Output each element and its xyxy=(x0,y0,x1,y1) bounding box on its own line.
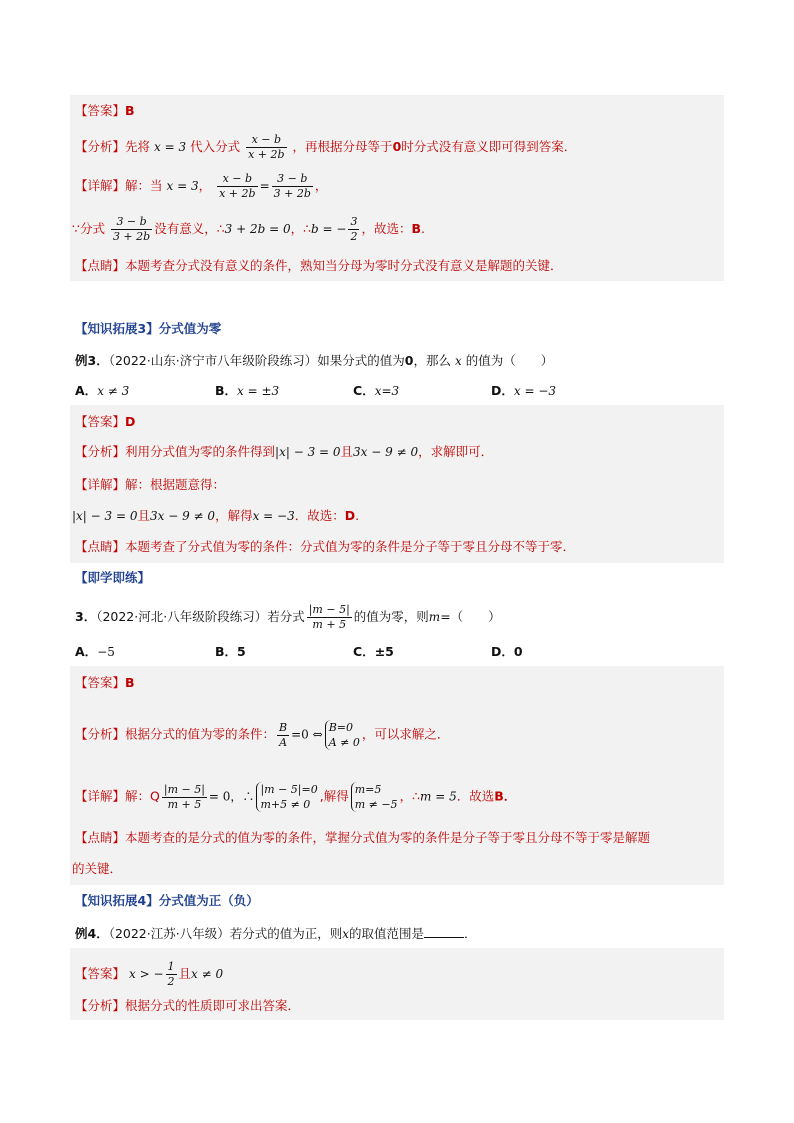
solution-box-3 xyxy=(70,666,724,885)
example-4-question xyxy=(75,925,477,942)
fraction xyxy=(217,172,257,201)
answer-value: B xyxy=(125,675,135,690)
example-label: 例4． xyxy=(75,926,109,941)
comment-text: 的关键． xyxy=(72,861,123,876)
option-d[interactable] xyxy=(491,383,556,399)
option-b[interactable] xyxy=(215,644,246,660)
option-text: x = −3 xyxy=(513,384,557,398)
option-letter: C． xyxy=(353,383,375,398)
answer-tag: 【答案】 xyxy=(75,675,126,690)
comment-tag: 【点睛】 xyxy=(75,258,126,273)
fraction-numerator: |m − 5| xyxy=(163,782,205,796)
math-expr: m xyxy=(428,610,441,624)
detail-line-2: ∵分式 $\frac{3 - b}{3 + 2b}$ 没有意义，∴3 + 2b = 0，∴b = − $\frac{3}{2}$ ，故选：B. xyxy=(72,215,425,243)
question-text: 的值为（ ） xyxy=(465,353,554,368)
math-expr: x ≠ 0 xyxy=(191,967,224,981)
option-letter: D． xyxy=(491,644,514,659)
example-label: 例3． xyxy=(75,353,109,368)
option-a[interactable] xyxy=(75,644,115,660)
question-text: ． xyxy=(464,926,477,941)
detail-line-4: |x| − 3 = 0且3x − 9 ≠ 0，解得x = −3．故选：D. xyxy=(72,508,360,523)
answer-tag: 【答案】 xyxy=(75,414,126,429)
fraction-denominator: x + 2b xyxy=(248,148,285,161)
detail-text: ， xyxy=(314,178,328,193)
detail-text: ∵分式 xyxy=(72,221,105,236)
option-text: ±5 xyxy=(374,644,394,659)
answer-blank[interactable] xyxy=(424,925,464,938)
option-text: x ≠ 3 xyxy=(97,384,130,398)
fraction-denominator: 2 xyxy=(167,975,175,988)
brace-line: m=5 xyxy=(354,783,382,796)
practice-question xyxy=(75,603,501,632)
fraction-numerator: B xyxy=(279,720,288,734)
analysis-text: ，可以求解之． xyxy=(361,726,450,742)
detail-line-1 xyxy=(75,172,327,201)
fraction-numerator: 3 − b xyxy=(272,172,313,187)
answer-value: B xyxy=(125,103,135,118)
detail-tag: 【详解】 xyxy=(75,477,126,492)
analysis-line-3 xyxy=(75,720,449,750)
analysis-text: 且 xyxy=(340,444,354,459)
math-expr: m = 5 xyxy=(420,789,457,804)
question-text: 的取值范围是 xyxy=(349,926,425,941)
analysis-line-4 xyxy=(75,998,300,1014)
example-3-question xyxy=(75,353,553,369)
comment-tag: 【点睛】 xyxy=(75,830,126,845)
brace-line: m ≠ −5 xyxy=(354,798,398,811)
answer-line-4 xyxy=(75,960,223,989)
math-expr: =0 ⇔ xyxy=(291,727,323,742)
example-source: （2022·山东·济宁市八年级阶段练习） xyxy=(108,353,318,368)
fraction xyxy=(162,783,207,812)
analysis-text: 时分式没有意义即可得到答案． xyxy=(401,139,577,154)
answer-tag: 【答案】 xyxy=(75,966,126,981)
option-letter: B． xyxy=(215,383,238,398)
detail-text: ，解得 xyxy=(215,508,253,523)
question-text: 如果分式的值为 xyxy=(317,353,405,368)
math-expr: 3x − 9 ≠ 0 xyxy=(150,509,216,523)
option-text: x = ±3 xyxy=(237,384,280,398)
brace-line: A ≠ 0 xyxy=(328,736,360,749)
analysis-line-1 xyxy=(75,133,576,162)
fraction-numerator: 3 xyxy=(350,215,358,228)
detail-text: 没有意义，∴ xyxy=(154,221,225,236)
fraction-numerator: x − b xyxy=(246,133,286,148)
comment-line-1 xyxy=(75,258,563,274)
fraction-numerator: 3 − b xyxy=(111,215,152,230)
detail-text: ．故选： xyxy=(294,508,345,523)
detail-tag: 【详解】 xyxy=(75,178,126,193)
option-c[interactable] xyxy=(353,644,394,660)
detail-text: 解：根据题意得： xyxy=(125,477,226,492)
option-d[interactable] xyxy=(491,644,523,660)
bold-value: B xyxy=(411,221,422,236)
option-a[interactable] xyxy=(75,383,129,399)
option-text: −5 xyxy=(97,645,115,659)
fraction-denominator: m + 5 xyxy=(167,797,202,811)
answer-tag: 【答案】 xyxy=(75,103,126,118)
analysis-text: 代入分式 xyxy=(190,139,241,154)
brace-line: B=0 xyxy=(328,721,353,734)
fraction xyxy=(111,215,152,244)
math-expr: |x| − 3 = 0 xyxy=(72,509,138,523)
math-expr: 3 + 2b = 0 xyxy=(224,222,291,236)
bold-value: D xyxy=(344,508,356,523)
detail-text: 且 xyxy=(137,508,151,523)
fraction xyxy=(272,172,313,201)
condition-brace xyxy=(351,782,398,812)
answer-value: D xyxy=(125,414,136,429)
detail-text: ， xyxy=(198,178,212,193)
fraction xyxy=(246,133,286,162)
brace-line: |m − 5|=0 xyxy=(260,783,318,796)
detail-text: 解：Q xyxy=(125,788,160,804)
example-label: 3． xyxy=(75,609,97,624)
option-letter: A． xyxy=(75,383,98,398)
math-expr: 3x − 9 ≠ 0 xyxy=(353,445,419,459)
analysis-text: ，再根据分母等于 xyxy=(292,139,393,154)
analysis-text: 利用分式值为零的条件得到 xyxy=(125,444,276,459)
fraction xyxy=(307,603,352,632)
fraction-denominator: x + 2b xyxy=(219,187,256,200)
question-text: 若分式的值为正，则 xyxy=(229,926,343,941)
math-expr: x = 3 xyxy=(166,179,199,193)
section-title: 分式值为零 xyxy=(158,321,222,336)
section-tag: 【即学即练】 xyxy=(75,570,151,585)
analysis-line-2 xyxy=(75,444,493,460)
option-letter: A． xyxy=(75,644,98,659)
fraction-numerator: 1 xyxy=(167,960,175,973)
bold-value: 0 xyxy=(404,353,414,368)
comment-line-2 xyxy=(75,539,575,555)
section-heading-practice xyxy=(75,570,150,586)
fraction-denominator: A xyxy=(279,735,288,749)
example-source: （2022·江苏·八年级） xyxy=(108,926,230,941)
question-text: 的值为零，则 xyxy=(353,609,429,624)
detail-text: ，∴ xyxy=(290,221,312,236)
question-text: ，那么 xyxy=(413,353,451,368)
question-text: =（ ） xyxy=(440,609,501,624)
option-c[interactable] xyxy=(353,383,399,399)
analysis-tag: 【分析】 xyxy=(75,139,126,154)
option-text: 5 xyxy=(237,644,246,659)
analysis-tag: 【分析】 xyxy=(75,998,126,1013)
comment-line-3b xyxy=(72,861,122,877)
detail-line-3 xyxy=(75,477,225,493)
analysis-tag: 【分析】 xyxy=(75,726,126,742)
condition-brace xyxy=(325,720,360,750)
comment-text: 本题考查的是分式的值为零的条件，掌握分式值为零的条件是分子等于零且分母不等于零是解题 xyxy=(125,830,651,845)
answer-line-3 xyxy=(75,675,135,691)
analysis-tag: 【分析】 xyxy=(75,444,126,459)
fraction-numerator: x − b xyxy=(217,172,257,187)
section-tag: 【知识拓展4】 xyxy=(75,893,159,908)
fraction xyxy=(277,721,289,750)
comment-text: 本题考查了分式值为零的条件：分式值为零的条件是分子等于零且分母不等于零． xyxy=(125,539,576,554)
answer-line-2 xyxy=(75,414,135,430)
option-b[interactable] xyxy=(215,383,279,399)
math-expr: x xyxy=(454,354,462,368)
question-text: （2022·河北·八年级阶段练习）若分式 xyxy=(96,609,305,624)
fraction-denominator: m + 5 xyxy=(312,618,347,631)
detail-line-5 xyxy=(75,782,516,812)
comment-line-3 xyxy=(75,830,650,846)
detail-text: ．故选 xyxy=(456,788,495,804)
detail-text: ,解得 xyxy=(319,788,349,804)
section-heading-ext4 xyxy=(75,893,259,909)
brace-line: m+5 ≠ 0 xyxy=(260,798,311,811)
section-tag: 【知识拓展3】 xyxy=(75,321,159,336)
bold-value: B． xyxy=(494,788,517,804)
math-expr: x = −3 xyxy=(252,509,295,523)
fraction xyxy=(348,215,359,244)
fraction-numerator: |m − 5| xyxy=(308,603,350,616)
fraction-denominator: 2 xyxy=(350,230,358,243)
detail-tag: 【详解】 xyxy=(75,788,126,804)
detail-text: ，∴ xyxy=(399,788,421,804)
bold-value: 0 xyxy=(392,139,402,154)
math-expr: b = − xyxy=(311,222,347,236)
detail-text: ，故选： xyxy=(361,221,412,236)
math-expr: x > − xyxy=(129,967,164,981)
comment-text: 本题考查分式没有意义的条件，熟知当分母为零时分式没有意义是解题的关键． xyxy=(125,258,563,273)
answer-line-1 xyxy=(75,103,135,119)
math-expr: x xyxy=(342,927,350,941)
condition-brace xyxy=(256,782,317,812)
option-text: x=3 xyxy=(374,384,400,398)
option-letter: D． xyxy=(491,383,514,398)
math-expr: = 0，∴ xyxy=(208,789,255,804)
fraction-denominator: 3 + 2b xyxy=(112,230,151,243)
analysis-text: 根据分式的性质即可求出答案． xyxy=(125,998,301,1013)
math-expr: x = 3 xyxy=(154,140,187,154)
comment-tag: 【点睛】 xyxy=(75,539,126,554)
option-text: 0 xyxy=(513,644,523,659)
math-expr: = xyxy=(259,179,270,193)
analysis-text: 根据分式的值为零的条件： xyxy=(125,726,276,742)
section-heading-ext3 xyxy=(75,321,221,337)
math-expr: |x| − 3 = 0 xyxy=(275,445,341,459)
fraction xyxy=(166,960,177,989)
detail-text: 解：当 xyxy=(125,178,163,193)
section-title: 分式值为正（负） xyxy=(158,893,259,908)
analysis-text: 先将 xyxy=(125,139,151,154)
fraction-denominator: 3 + 2b xyxy=(273,187,311,200)
answer-text: 且 xyxy=(178,966,192,981)
analysis-text: ，求解即可． xyxy=(418,444,494,459)
option-letter: B． xyxy=(215,644,238,659)
option-letter: C． xyxy=(353,644,375,659)
